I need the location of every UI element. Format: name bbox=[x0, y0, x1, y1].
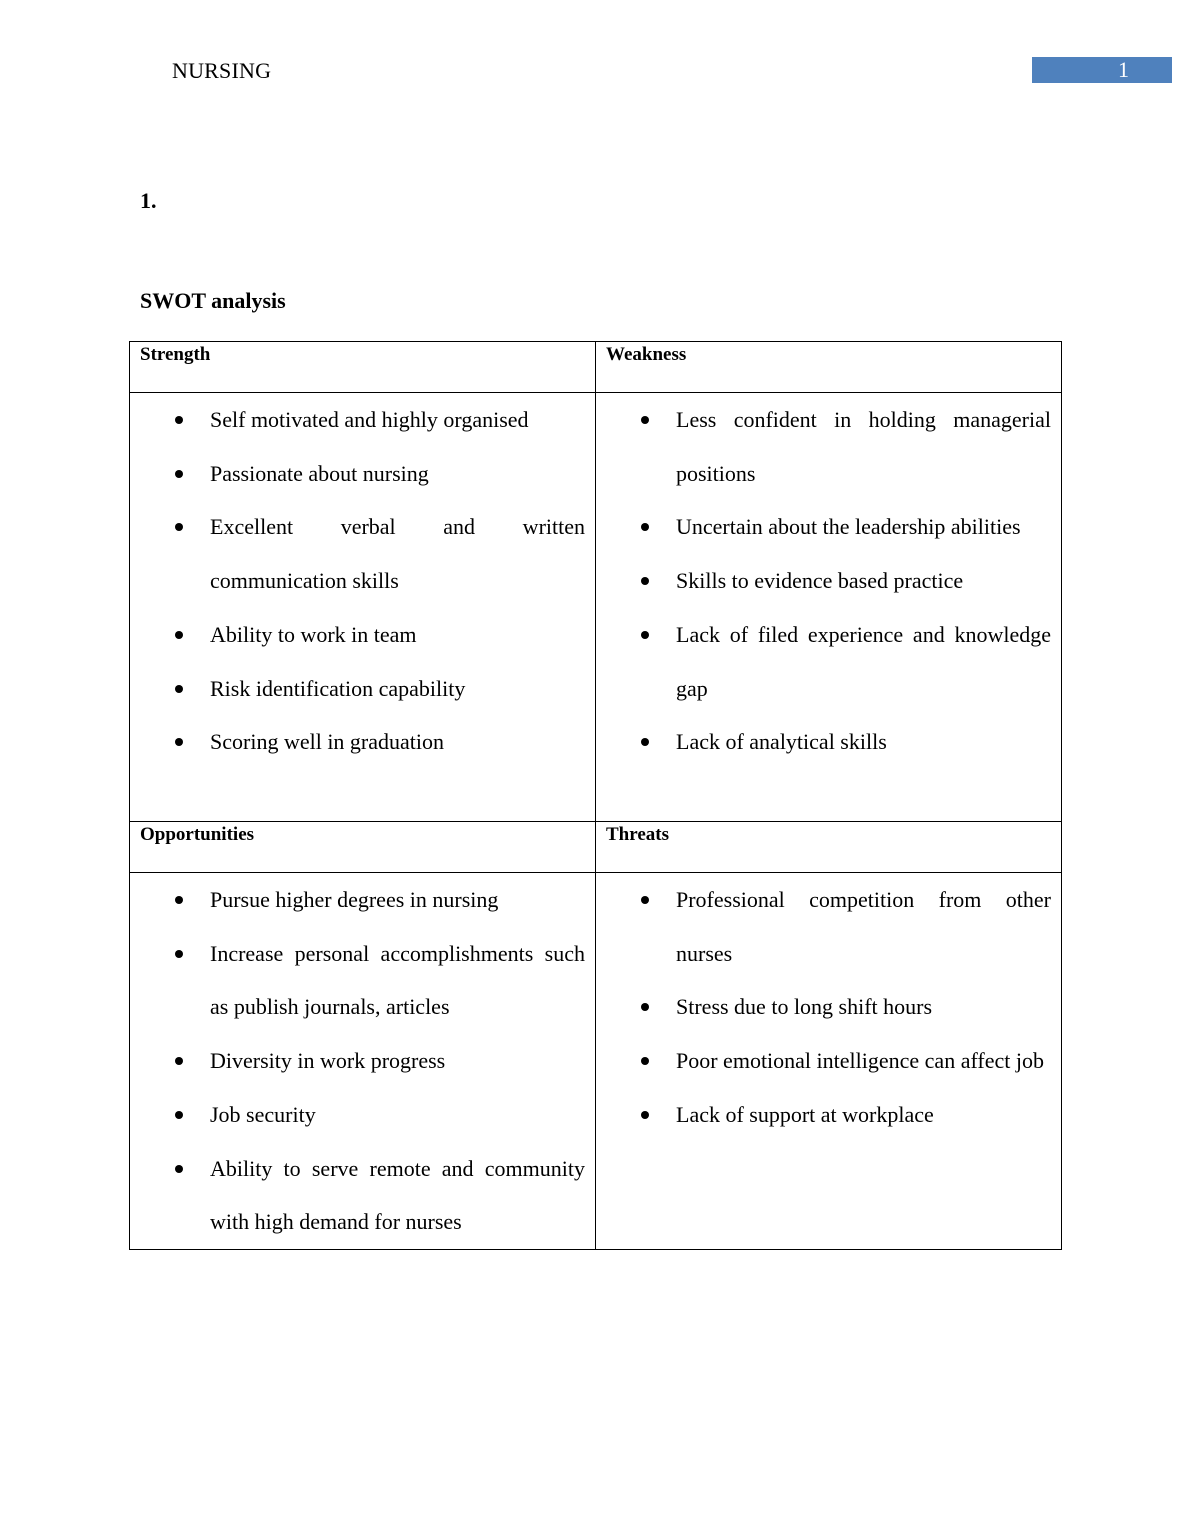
page-number-badge bbox=[1032, 57, 1172, 83]
threats-heading: Threats bbox=[596, 822, 1062, 873]
weakness-item: Uncertain about the leadership abilities bbox=[596, 500, 1051, 554]
threats-item: Stress due to long shift hours bbox=[596, 980, 1051, 1034]
opportunities-item: Diversity in work progress bbox=[130, 1034, 585, 1088]
threats-item: Poor emotional intelligence can affect job bbox=[596, 1034, 1051, 1088]
threats-item: Professional competition from other nurses bbox=[596, 873, 1051, 980]
opportunities-heading: Opportunities bbox=[130, 822, 596, 873]
opportunities-list bbox=[130, 873, 585, 1249]
weakness-item: Lack of analytical skills bbox=[596, 715, 1051, 769]
page-number: 1 bbox=[1118, 57, 1129, 82]
running-header-title: NURSING bbox=[172, 58, 272, 83]
strength-item: Risk identification capability bbox=[130, 662, 585, 716]
strength-list bbox=[130, 393, 585, 769]
weakness-item: Skills to evidence based practice bbox=[596, 554, 1051, 608]
swot-table bbox=[129, 341, 1062, 1250]
swot-body-row-bottom bbox=[130, 873, 1062, 1250]
swot-header-row-top bbox=[130, 342, 1062, 393]
strength-item: Passionate about nursing bbox=[130, 447, 585, 501]
weakness-item: Less confident in holding managerial positions bbox=[596, 393, 1051, 500]
opportunities-item: Job security bbox=[130, 1088, 585, 1142]
opportunities-cell bbox=[130, 873, 596, 1250]
weakness-cell bbox=[596, 393, 1062, 822]
threats-item: Lack of support at workplace bbox=[596, 1088, 1051, 1142]
opportunities-item: Increase personal accomplishments such as publish journals, articles bbox=[130, 927, 585, 1034]
strength-item: Self motivated and highly organised bbox=[130, 393, 585, 447]
section-title: SWOT analysis bbox=[140, 288, 286, 313]
swot-body-row-top bbox=[130, 393, 1062, 822]
strength-item: Ability to work in team bbox=[130, 608, 585, 662]
weakness-heading: Weakness bbox=[596, 342, 1062, 393]
swot-header-row-bottom bbox=[130, 822, 1062, 873]
threats-cell bbox=[596, 873, 1062, 1250]
strength-item: Excellent verbal and written communication skills bbox=[130, 500, 585, 607]
threats-list bbox=[596, 873, 1051, 1142]
weakness-list bbox=[596, 393, 1051, 769]
opportunities-item: Ability to serve remote and community with high demand for nurses bbox=[130, 1142, 585, 1249]
strength-item: Scoring well in graduation bbox=[130, 715, 585, 769]
strength-cell bbox=[130, 393, 596, 822]
section-number: 1. bbox=[140, 188, 157, 213]
opportunities-item: Pursue higher degrees in nursing bbox=[130, 873, 585, 927]
strength-heading: Strength bbox=[130, 342, 596, 393]
weakness-item: Lack of filed experience and knowledge gap bbox=[596, 608, 1051, 715]
